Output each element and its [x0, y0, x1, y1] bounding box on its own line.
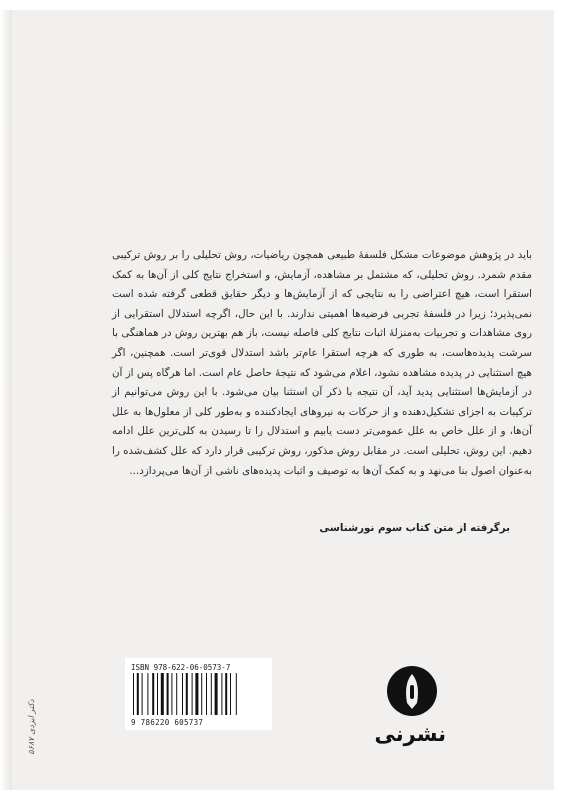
isbn-text: ISBN 978-622-06-0573-7: [131, 663, 231, 672]
reed-flute-logo-icon: [386, 665, 438, 717]
cover-excerpt: [112, 246, 532, 481]
barcode-icon: [133, 673, 264, 715]
barcode-label: [125, 658, 272, 730]
barcode-number: 9 786220 605737: [131, 718, 204, 727]
publisher-name: نشرنی: [374, 722, 446, 746]
back-cover: [12, 10, 554, 790]
excerpt-source: برگرفته از متن کتاب سوم نورشناسی: [319, 522, 510, 534]
handwritten-note: دکتر ایزدی ۵۶۸۷: [27, 699, 36, 755]
excerpt-paragraph: باید در پژوهش موضوعات مشکل فلسفهٔ طبیعی همچون ریاضیات، روش تحلیلی را بر روش ترکیبی مقدم شمرد. روش تحلیلی، که مشتمل بر مشاهده، آزمایش، و استخراج نتایج کلی از آن‌ها به کمک استقرا است، هیچ اعتراضی را به نتایجی که از آزمایش‌ها و دیگر حقایق قطعی گرفته شده است نمی‌پذیرد؛ زیرا در فلسفهٔ تجربی فرضیه‌ها اهمیتی ندارند. با این حال، اگرچه استدلال استقرایی از روی مشاهدات و تجربیات به‌منزلهٔ اثبات نتایج کلی فاصله نیست، باز هم بهترین روش در هماهنگی با سرشت پدیده‌هاست، به طوری که هرچه استقرا عام‌تر باشد استدلال قوی‌تر است. همچنین، اگر هیچ استثنایی در پدیده مشاهده نشود، اعلام می‌شود که نتیجهٔ حاصل عام است. اما هرگاه پس از آن در آزمایش‌ها استثنایی پدید آید، آن نتیجه با ذکر آن استثنا بیان می‌شود. با این روش می‌توانیم از ترکیبات به اجزای تشکیل‌دهنده و از حرکات به نیروهای ایجادکننده و به‌طور کلی از معلول‌ها به علل آن‌ها، و از علل خاص به علل عمومی‌تر دست یابیم و استدلال را تا رسیدن به کلی‌ترین علل ادامه دهیم. این روش، تحلیلی است. در مقابل روش مذکور، روش ترکیبی قرار دارد که علل کشف‌شده را به‌عنوان اصول بنا می‌نهد و به کمک آن‌ها به توصیف و اثبات پدیده‌های ناشی از آن‌ها می‌پردازد...: [112, 249, 532, 477]
book-spine-edge: [0, 10, 12, 790]
